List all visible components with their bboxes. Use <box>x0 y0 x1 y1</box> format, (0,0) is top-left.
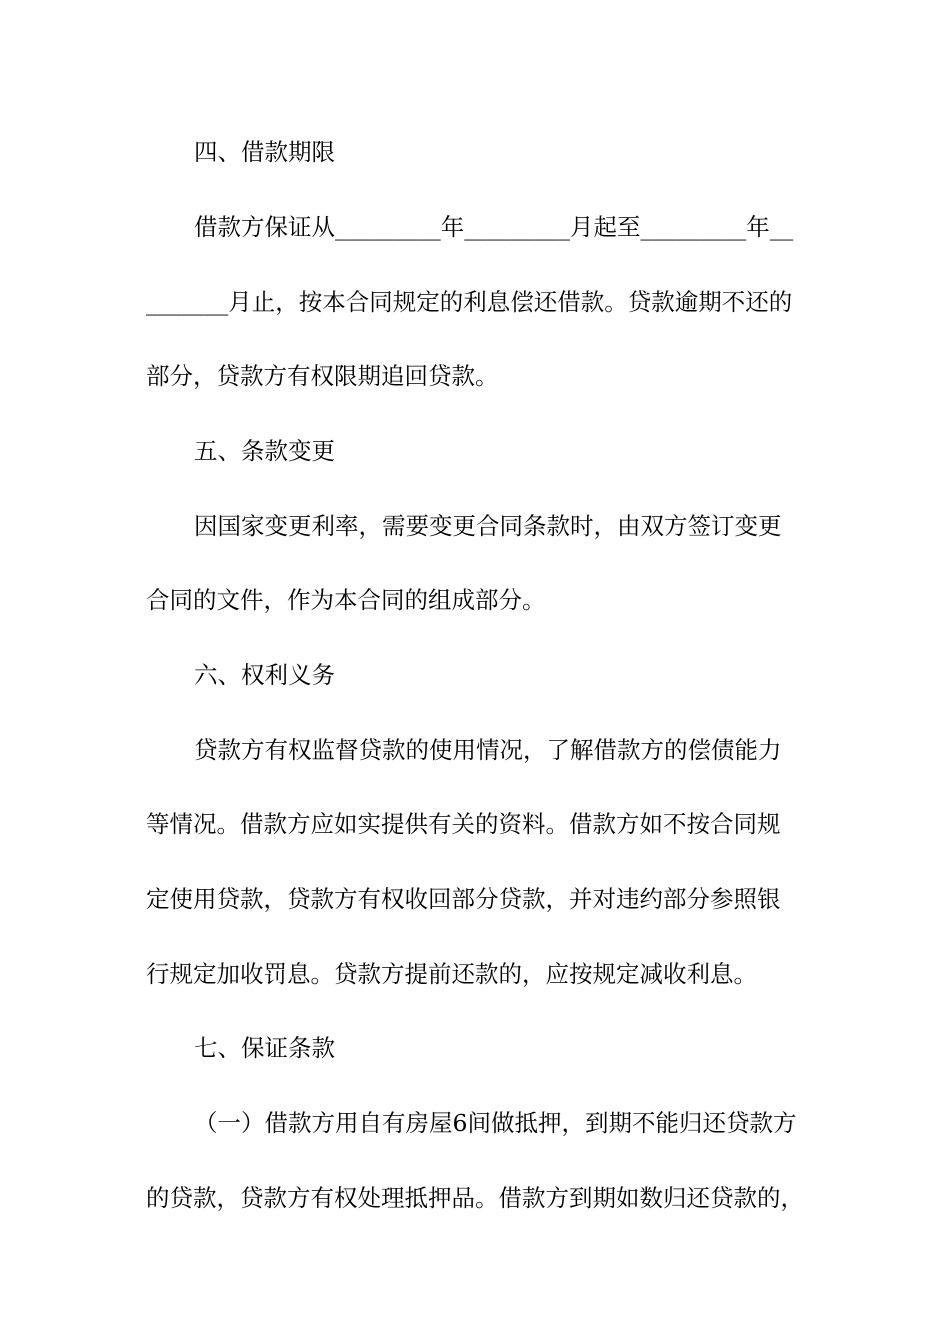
paragraph-line: 因国家变更利率，需要变更合同条款时，由双方签订变更 <box>194 512 782 540</box>
paragraph-line: 等情况。借款方应如实提供有关的资料。借款方如不按合同规 <box>146 810 781 838</box>
paragraph-line: 合同的文件，作为本合同的组成部分。 <box>146 586 546 614</box>
paragraph-line: _______月止，按本合同规定的利息偿还借款。贷款逾期不还的 <box>146 288 793 316</box>
paragraph-line: 部分，贷款方有权限期追回贷款。 <box>146 362 499 390</box>
paragraph-line: 借款方保证从_________年_________月起至_________年__ <box>194 213 794 241</box>
paragraph-line: （一）借款方用自有房屋6间做抵押，到期不能归还贷款方 <box>194 1109 797 1137</box>
section-heading-rights: 六、权利义务 <box>194 661 335 689</box>
section-heading-changes: 五、条款变更 <box>194 437 335 465</box>
paragraph-line: 定使用贷款，贷款方有权收回部分贷款，并对违约部分参照银 <box>146 885 781 913</box>
section-heading-guarantee: 七、保证条款 <box>194 1034 335 1062</box>
paragraph-line: 行规定加收罚息。贷款方提前还款的，应按规定减收利息。 <box>146 960 757 988</box>
section-heading-term: 四、借款期限 <box>194 138 335 166</box>
paragraph-line: 贷款方有权监督贷款的使用情况，了解借款方的偿债能力 <box>194 736 782 764</box>
paragraph-line: 的贷款，贷款方有权处理抵押品。借款方到期如数归还贷款的， <box>146 1184 804 1212</box>
